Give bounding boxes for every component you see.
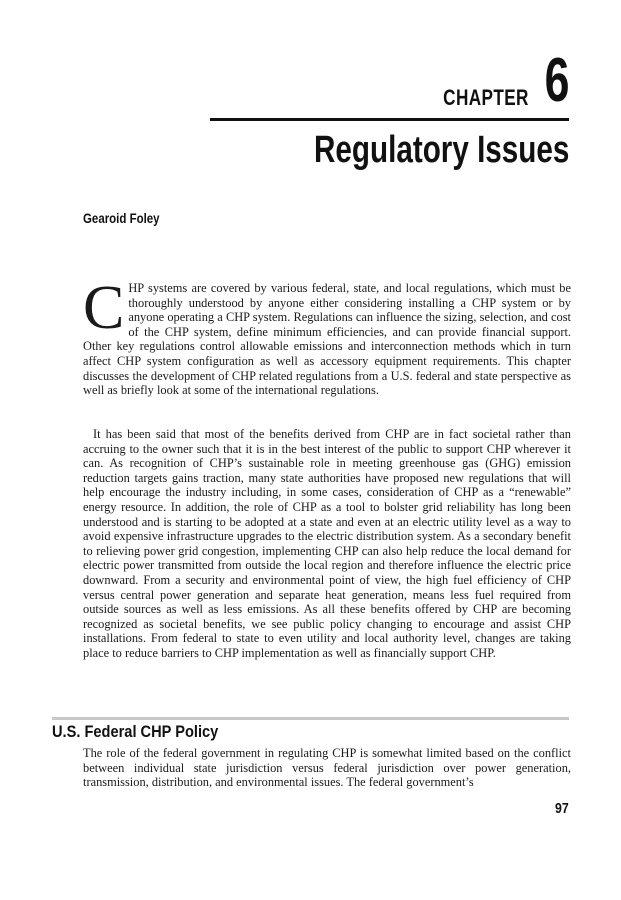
section-divider	[52, 717, 569, 720]
page-number: 97	[555, 800, 569, 817]
body-paragraph: It has been said that most of the benefits derived from CHP are in fact societal rather than accruing to the owner such that it is in the best interest of the public to support CHP wherever it can. As recognition of CHP’s sustainable role in meeting greenhouse gas (GHG) emission reduction targets gains traction, many state authorities have proposed new regulations that will help encourage the industry including, in some cases, consideration of CHP as a “renewable” energy resource. In addition, the role of CHP as a tool to bolster grid reliability has long been understood and is starting to be adopted at a state and even at an electric utility level as a way to avoid expensive infrastructure upgrades to the electric distribution system. As a secondary benefit to relieving power grid congestion, implementing CHP can also help reduce the local demand for electric power transmitted from outside the local region and therefore influence the electric price downward. From a security and environmental point of view, the high fuel efficiency of CHP versus central power generation and separate heat generation, means less fuel required from outside sources as well as less emissions. As all these benefits offered by CHP are becoming recognized as societal benefits, we see public policy changing to encourage and assist CHP installations. From federal to state to even utility and local authority level, changes are taking place to reduce barriers to CHP implementation as well as financially support CHP.	[83, 427, 571, 660]
intro-paragraph	[83, 274, 571, 398]
chapter-divider	[210, 118, 569, 121]
intro-paragraph-text: HP systems are covered by various federal, state, and local regulations, which must be thoroughly understood by anyone either considering installing a CHP system or by anyone operating a CHP system. Regulations can influence the sizing, selection, and cost of the CHP system, define minimum efficiencies, and can provide financial support. Other key regulations control allowable emissions and interconnection methods which in turn affect CHP system configuration as well as accessory equipment requirements. This chapter discusses the development of CHP related regulations from a U.S. federal and state perspective as well as briefly look at some of the international regulations.	[83, 281, 571, 398]
section-heading: U.S. Federal CHP Policy	[52, 722, 219, 741]
chapter-label: CHAPTER	[443, 85, 529, 110]
author-name: Gearoid Foley	[83, 210, 160, 226]
chapter-title: Regulatory Issues	[313, 129, 569, 171]
chapter-number: 6	[544, 46, 569, 115]
section-paragraph: The role of the federal government in regulating CHP is somewhat limited based on the conflict between individual state jurisdiction versus federal jurisdiction over power generation, transmission, distribution, and environmental issues. The federal government’s	[83, 746, 571, 790]
drop-cap: C	[83, 274, 125, 342]
